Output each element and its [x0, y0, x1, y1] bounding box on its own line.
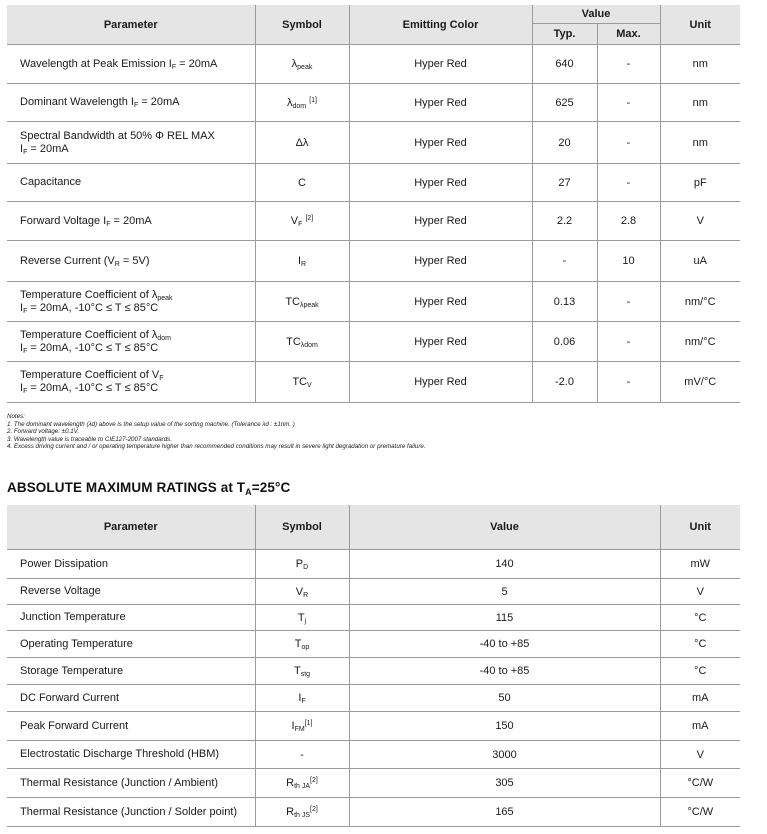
notes-heading: Notes:: [7, 413, 25, 420]
table-row: [7, 202, 740, 241]
cell-symbol: [255, 202, 349, 241]
symbol-sub: peak: [297, 64, 313, 71]
ratings-table-body: [7, 550, 740, 827]
param-text: Forward Voltage I: [20, 214, 107, 227]
param-line2: [20, 342, 255, 355]
cell-unit: nm/°C: [660, 282, 740, 322]
symbol-sub: λpeak: [299, 301, 319, 309]
cell-symbol: [255, 122, 349, 164]
cell-symbol: [255, 631, 349, 658]
symbol-text: R: [286, 777, 295, 789]
cell-unit: °C/W: [660, 769, 740, 798]
cell-parameter: [7, 84, 255, 122]
param-tail: = 20mA: [110, 214, 152, 227]
symbol-sub: op: [301, 644, 310, 651]
param-text: Capacitance: [20, 176, 82, 188]
col-header-typ: Typ.: [532, 24, 597, 45]
table-row: [7, 84, 740, 122]
table-row: [7, 45, 740, 84]
cell-typ: 27: [532, 164, 597, 202]
symbol-sub: V: [307, 382, 312, 389]
param-line2: [20, 382, 255, 395]
cell-value: 140: [349, 550, 660, 579]
section-title-tail: =25°C: [251, 480, 291, 495]
symbol-footnote: [2]: [310, 777, 318, 784]
cell-emitting-color: Hyper Red: [349, 122, 532, 164]
cell-parameter: Storage Temperature: [7, 658, 255, 685]
cell-unit: uA: [660, 241, 740, 282]
cell-unit: V: [660, 202, 740, 241]
notes: [7, 413, 747, 451]
symbol-sub: F: [301, 698, 306, 705]
cell-emitting-color: Hyper Red: [349, 282, 532, 322]
cell-parameter: Operating Temperature: [7, 631, 255, 658]
symbol-footnote: [2]: [305, 215, 314, 222]
note-1: 1. The dominant wavelength (λd) above is the setup value of the sorting machine. (Tolerance λd : ±1nm. ): [7, 420, 295, 428]
symbol-sub: D: [303, 564, 309, 571]
symbol-text: I: [298, 692, 302, 704]
cell-symbol: [255, 84, 349, 122]
cell-value: 50: [349, 685, 660, 712]
cell-value: 165: [349, 798, 660, 827]
cell-max: 10: [597, 241, 660, 282]
param-sub: peak: [157, 294, 173, 302]
symbol-text: Δλ: [295, 136, 309, 149]
section-title-text: ABSOLUTE MAXIMUM RATINGS at T: [7, 480, 246, 495]
param-sub: R: [114, 260, 120, 268]
param-text: Temperature Coefficient of λ: [20, 328, 158, 341]
cell-parameter: Thermal Resistance (Junction / Solder point): [7, 798, 255, 827]
cell-parameter: Junction Temperature: [7, 605, 255, 631]
param-text: Reverse Current (V: [20, 254, 115, 267]
symbol-sub: stg: [300, 671, 311, 678]
cell-max: -: [597, 282, 660, 322]
cell-typ: -2.0: [532, 362, 597, 403]
cell-parameter: [7, 282, 255, 322]
cell-max: 2.8: [597, 202, 660, 241]
cell-symbol: [255, 685, 349, 712]
cell-parameter: [7, 241, 255, 282]
cell-max: -: [597, 122, 660, 164]
cell-max: -: [597, 362, 660, 403]
table-row: [7, 605, 740, 631]
optical-table-body: [7, 45, 740, 403]
param-line2-text: I: [20, 142, 24, 155]
note-2: 2. Forward voltage: ±0.1V.: [7, 428, 80, 435]
param-sub: F: [133, 102, 139, 109]
cell-parameter: Thermal Resistance (Junction / Ambient): [7, 769, 255, 798]
param-sub: F: [106, 220, 111, 228]
table-row: [7, 282, 740, 322]
table-row: [7, 741, 740, 769]
cell-value: 3000: [349, 741, 660, 769]
table-row: [7, 122, 740, 164]
table-row: [7, 658, 740, 685]
param-line2-sub: F: [23, 148, 28, 156]
cell-value: 150: [349, 712, 660, 741]
cell-symbol: [255, 241, 349, 282]
cell-parameter: [7, 362, 255, 403]
cell-unit: °C/W: [660, 798, 740, 827]
cell-symbol: [255, 741, 349, 769]
cell-parameter: Reverse Voltage: [7, 579, 255, 605]
note-4: 4. Excess driving current and / or operating temperature higher than recommended conditions may result in severe light degradation or premature failure.: [7, 443, 426, 450]
table-row: [7, 631, 740, 658]
cell-parameter: Peak Forward Current: [7, 712, 255, 741]
cell-value: 115: [349, 605, 660, 631]
col-header-value-2: Value: [349, 505, 660, 550]
symbol-text: V: [295, 585, 304, 598]
cell-typ: 0.06: [532, 322, 597, 362]
param-sub: dom: [157, 334, 171, 342]
col-header-symbol-2: Symbol: [255, 505, 349, 550]
param-line2-tail: = 20mA, -10°C ≤ T ≤ 85°C: [27, 341, 159, 354]
cell-parameter: [7, 45, 255, 84]
cell-parameter: Electrostatic Discharge Threshold (HBM): [7, 741, 255, 769]
param-line2-tail: = 20mA, -10°C ≤ T ≤ 85°C: [27, 301, 159, 314]
param-text: Spectral Bandwidth at 50% Φ REL MAX: [20, 129, 215, 142]
col-header-value: Value: [532, 5, 660, 24]
cell-emitting-color: Hyper Red: [349, 241, 532, 282]
param-sub: F: [171, 63, 177, 71]
section-title-sub: A: [245, 487, 252, 497]
symbol-sub: th JS: [294, 812, 311, 819]
param-text: Dominant Wavelength I: [20, 96, 134, 108]
col-header-max: Max.: [597, 24, 660, 45]
cell-unit: nm: [660, 45, 740, 84]
symbol-text: T: [297, 611, 305, 624]
col-header-unit: Unit: [660, 5, 740, 45]
param-line2-text: I: [20, 341, 24, 354]
param-line2: [20, 302, 255, 315]
symbol-text: TC: [285, 295, 300, 308]
param-tail: = 20mA: [176, 57, 218, 70]
table-row: [7, 241, 740, 282]
param-line2-tail: = 20mA, -10°C ≤ T ≤ 85°C: [27, 382, 159, 394]
cell-emitting-color: Hyper Red: [349, 164, 532, 202]
param-text: Wavelength at Peak Emission I: [20, 57, 172, 70]
cell-symbol: [255, 164, 349, 202]
cell-typ: 2.2: [532, 202, 597, 241]
symbol-sub: R: [303, 591, 309, 599]
symbol-text: C: [298, 176, 306, 189]
cell-typ: 640: [532, 45, 597, 84]
cell-symbol: [255, 798, 349, 827]
cell-symbol: [255, 322, 349, 362]
cell-unit: mW: [660, 550, 740, 579]
symbol-sub: FM: [294, 726, 305, 733]
cell-parameter: [7, 322, 255, 362]
cell-value: -40 to +85: [349, 631, 660, 658]
symbol-text: P: [295, 558, 304, 570]
cell-parameter: [7, 122, 255, 164]
cell-symbol: [255, 769, 349, 798]
symbol-sub: λdom: [300, 341, 318, 349]
symbol-text: λ: [287, 96, 293, 109]
param-tail: = 20mA: [138, 96, 180, 108]
cell-unit: °C: [660, 631, 740, 658]
table-row: [7, 798, 740, 827]
cell-value: 305: [349, 769, 660, 798]
cell-unit: °C: [660, 658, 740, 685]
cell-unit: V: [660, 579, 740, 605]
cell-unit: nm: [660, 122, 740, 164]
cell-symbol: [255, 45, 349, 84]
param-line2-sub: F: [23, 307, 28, 315]
cell-unit: mA: [660, 685, 740, 712]
table-row: [7, 685, 740, 712]
table-row: [7, 712, 740, 741]
cell-unit: pF: [660, 164, 740, 202]
col-header-unit-2: Unit: [660, 505, 740, 550]
section-title-absolute-max-ratings: [7, 480, 290, 495]
symbol-footnote: [2]: [310, 806, 318, 813]
cell-parameter: [7, 164, 255, 202]
param-tail: = 5V): [119, 254, 150, 267]
param-line2: [20, 143, 255, 156]
cell-max: -: [597, 84, 660, 122]
param-line2-tail: = 20mA: [27, 142, 69, 155]
cell-emitting-color: Hyper Red: [349, 45, 532, 84]
note-3: 3. Wavelength value is traceable to CIE127-2007 standards.: [7, 435, 172, 443]
cell-typ: 0.13: [532, 282, 597, 322]
param-line2-text: I: [20, 301, 24, 314]
cell-emitting-color: Hyper Red: [349, 322, 532, 362]
symbol-sub: R: [301, 261, 307, 268]
table-row: [7, 322, 740, 362]
table-row: [7, 579, 740, 605]
symbol-text: -: [300, 748, 304, 761]
param-text: Temperature Coefficient of V: [20, 369, 160, 381]
symbol-text: λ: [291, 58, 298, 70]
cell-value: 5: [349, 579, 660, 605]
cell-unit: °C: [660, 605, 740, 631]
cell-symbol: [255, 658, 349, 685]
cell-typ: 625: [532, 84, 597, 122]
cell-parameter: Power Dissipation: [7, 550, 255, 579]
cell-unit: V: [660, 741, 740, 769]
cell-max: -: [597, 164, 660, 202]
col-header-parameter-2: Parameter: [7, 505, 255, 550]
param-line2-sub: F: [23, 347, 28, 355]
symbol-sub: dom: [292, 102, 307, 110]
col-header-parameter: Parameter: [7, 5, 255, 45]
cell-symbol: [255, 550, 349, 579]
param-text: Temperature Coefficient of λ: [20, 288, 158, 301]
cell-symbol: [255, 579, 349, 605]
cell-parameter: DC Forward Current: [7, 685, 255, 712]
table-row: [7, 550, 740, 579]
cell-unit: mA: [660, 712, 740, 741]
symbol-text: V: [290, 215, 299, 227]
symbol-sub: j: [304, 617, 307, 625]
param-line2-sub: F: [23, 388, 28, 395]
cell-value: -40 to +85: [349, 658, 660, 685]
table-row: [7, 164, 740, 202]
cell-emitting-color: Hyper Red: [349, 362, 532, 403]
param-line2-text: I: [20, 382, 24, 394]
symbol-footnote: [1]: [304, 720, 313, 727]
param-sub: F: [159, 375, 164, 382]
cell-max: -: [597, 45, 660, 84]
cell-emitting-color: Hyper Red: [349, 84, 532, 122]
cell-parameter: [7, 202, 255, 241]
absolute-max-ratings-table: [7, 505, 740, 827]
symbol-text: TC: [292, 376, 307, 388]
table-row: [7, 769, 740, 798]
table-row: [7, 362, 740, 403]
cell-max: -: [597, 322, 660, 362]
cell-unit: mV/°C: [660, 362, 740, 403]
cell-unit: nm: [660, 84, 740, 122]
cell-unit: nm/°C: [660, 322, 740, 362]
symbol-text: T: [293, 665, 301, 677]
symbol-text: T: [294, 638, 302, 650]
cell-symbol: [255, 362, 349, 403]
optical-characteristics-table: [7, 5, 740, 403]
symbol-sub: th JA: [294, 783, 311, 790]
col-header-emitting-color: Emitting Color: [349, 5, 532, 45]
symbol-text: R: [286, 806, 295, 818]
cell-emitting-color: Hyper Red: [349, 202, 532, 241]
symbol-text: I: [291, 720, 295, 732]
cell-symbol: [255, 712, 349, 741]
cell-typ: -: [532, 241, 597, 282]
symbol-text: I: [297, 255, 301, 267]
col-header-symbol: Symbol: [255, 5, 349, 45]
cell-symbol: [255, 282, 349, 322]
cell-typ: 20: [532, 122, 597, 164]
symbol-text: TC: [286, 335, 301, 348]
symbol-sub: F: [298, 221, 303, 228]
cell-symbol: [255, 605, 349, 631]
symbol-footnote: [1]: [309, 96, 317, 104]
